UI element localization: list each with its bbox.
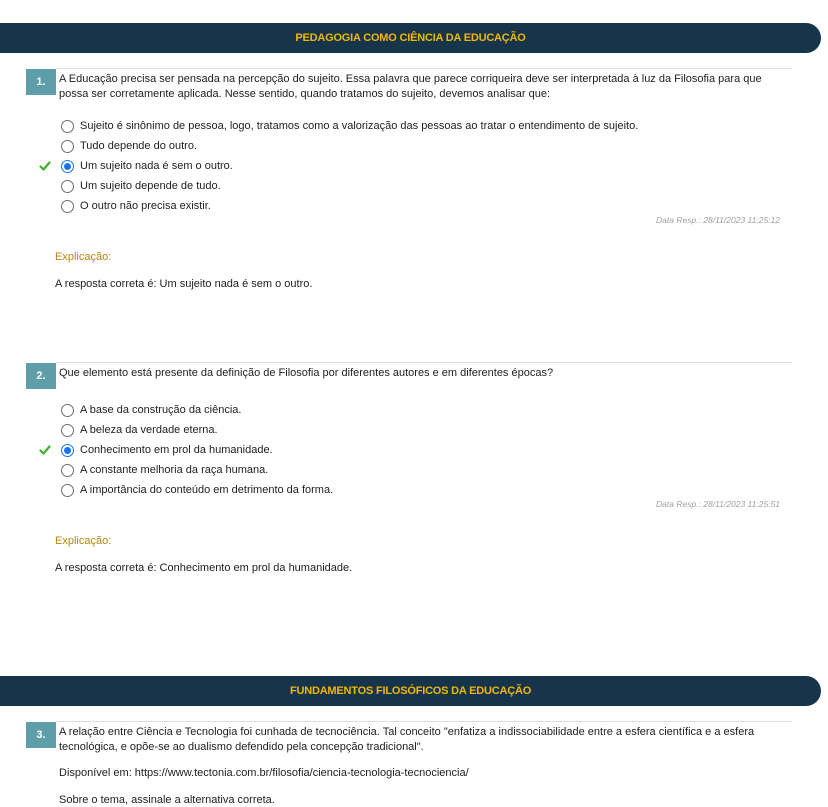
option-b[interactable] <box>61 422 218 438</box>
question-text: A Educação precisa ser pensada na percepção do sujeito. Essa palavra que parece corriqueira deve ser interpretada à luz da Filosofia para que possa ser corretamente aplicada. Nesse sentido, quando tratamos do sujeito, devemos analisar que: <box>59 73 762 100</box>
option-label: A importância do conteúdo em detrimento da forma. <box>80 484 334 496</box>
answer-timestamp: Data Resp.: 28/11/2023 11:25:51 <box>656 499 780 509</box>
question-text: Que elemento está presente da definição de Filosofia por diferentes autores e em diferentes épocas? <box>59 367 554 379</box>
radio-button-selected[interactable] <box>61 160 74 173</box>
radio-button[interactable] <box>61 464 74 477</box>
section-header-pedagogia <box>0 23 821 53</box>
section-header-fundamentos <box>0 676 821 706</box>
question-3 <box>26 721 792 807</box>
option-d[interactable] <box>61 462 268 478</box>
question-instruction: Sobre o tema, assinale a alternativa correta. <box>59 794 275 806</box>
explanation-text: A resposta correta é: Conhecimento em prol da humanidade. <box>55 562 353 574</box>
option-label: A beleza da verdade eterna. <box>80 424 218 436</box>
option-e[interactable] <box>61 198 211 214</box>
radio-button[interactable] <box>61 484 74 497</box>
option-b[interactable] <box>61 138 197 154</box>
option-label: Um sujeito nada é sem o outro. <box>80 160 233 172</box>
explanation-label: Explicação: <box>55 251 112 263</box>
radio-button[interactable] <box>61 200 74 213</box>
question-number: 1. <box>26 69 56 95</box>
radio-button[interactable] <box>61 140 74 153</box>
question-source: Disponível em: https://www.tectonia.com.br/filosofia/ciencia-tecnologia-tecnociencia/ <box>59 767 469 779</box>
option-label: Sujeito é sinônimo de pessoa, logo, tratamos como a valorização das pessoas ao tratar o entendimento de sujeito. <box>80 120 639 132</box>
answer-timestamp: Data Resp.: 28/11/2023 11:25:12 <box>656 215 780 225</box>
option-c[interactable] <box>61 158 233 174</box>
radio-button-selected[interactable] <box>61 444 74 457</box>
section-title: FUNDAMENTOS FILOSÓFICOS DA EDUCAÇÃO <box>289 685 532 697</box>
option-label: A constante melhoria da raça humana. <box>80 464 269 476</box>
option-label: Um sujeito depende de tudo. <box>80 180 221 192</box>
option-e[interactable] <box>61 482 333 498</box>
section-title: PEDAGOGIA COMO CIÊNCIA DA EDUCAÇÃO <box>295 32 526 44</box>
question-number: 2. <box>26 363 56 389</box>
radio-button[interactable] <box>61 424 74 437</box>
option-label: O outro não precisa existir. <box>80 200 211 212</box>
option-a[interactable] <box>61 118 638 134</box>
option-label: Tudo depende do outro. <box>80 140 198 152</box>
divider <box>56 721 792 722</box>
explanation-label: Explicação: <box>55 535 112 547</box>
question-2 <box>26 362 792 592</box>
question-number: 3. <box>26 722 56 748</box>
option-a[interactable] <box>61 402 241 418</box>
divider <box>56 68 792 69</box>
option-c[interactable] <box>61 442 273 458</box>
radio-button[interactable] <box>61 180 74 193</box>
option-d[interactable] <box>61 178 221 194</box>
check-icon <box>39 160 51 172</box>
divider <box>56 362 792 363</box>
radio-button[interactable] <box>61 404 74 417</box>
question-1 <box>26 68 792 298</box>
radio-button[interactable] <box>61 120 74 133</box>
explanation-text: A resposta correta é: Um sujeito nada é sem o outro. <box>55 278 313 290</box>
option-label: A base da construção da ciência. <box>80 404 242 416</box>
check-icon <box>39 444 51 456</box>
question-text: A relação entre Ciência e Tecnologia foi cunhada de tecnociência. Tal conceito "enfatiza a indissociabilidade entre a esfera científica e a esfera tecnológica, e opõe-se ao dualismo defendido pela concepção tradicional". <box>59 726 755 753</box>
option-label: Conhecimento em prol da humanidade. <box>80 444 273 456</box>
